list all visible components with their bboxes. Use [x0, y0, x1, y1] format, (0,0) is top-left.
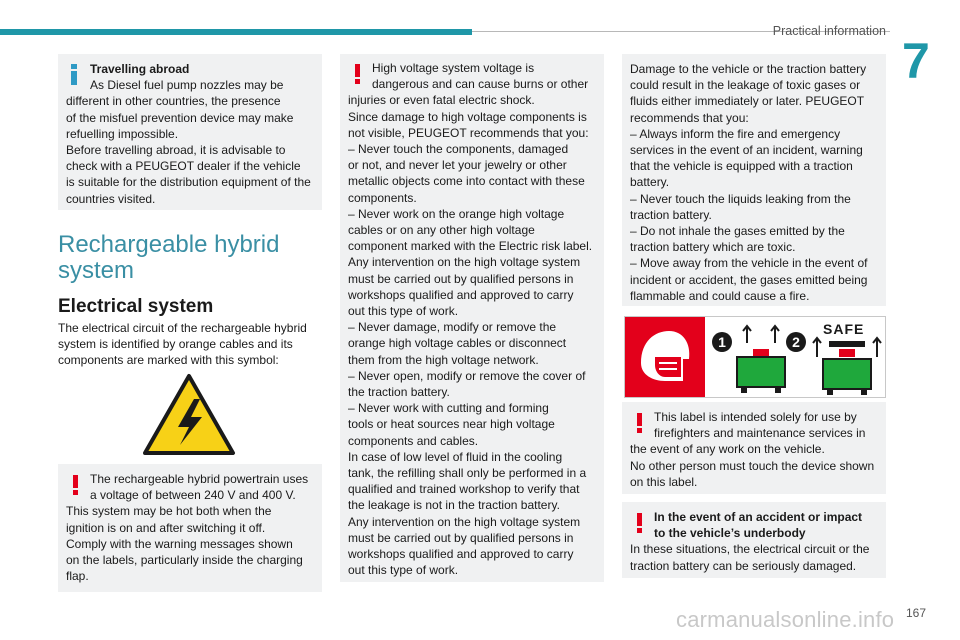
page-number: 167	[906, 606, 927, 620]
info-box-line: different in other countries, the presence	[66, 94, 281, 109]
warning-line: traction battery can be seriously damaged.	[630, 558, 857, 573]
step-one-icon	[711, 331, 733, 353]
warning-icon	[636, 413, 644, 433]
info-line: incident or accident, the gases emitted being	[630, 272, 868, 287]
warning-line: them from the high voltage network.	[348, 352, 539, 367]
warning-box-voltage	[58, 464, 322, 592]
warning-box-accident-impact	[622, 502, 886, 578]
info-box-line: Before travelling abroad, it is advisable to	[66, 143, 286, 158]
warning-line: Since damage to high voltage components is	[348, 109, 587, 124]
warning-line: tools or heat sources near high voltage	[348, 417, 555, 432]
info-icon	[71, 64, 77, 84]
warning-line: metallic objects come into contact with these	[348, 174, 585, 189]
info-box-line: of the misfuel prevention device may make	[66, 110, 294, 125]
info-line: recommends that you:	[630, 110, 749, 125]
watermark: carmanualsonline.info	[676, 607, 895, 632]
warning-line: ignition is on and after switching it off.	[66, 520, 266, 535]
heading-line: system	[58, 257, 135, 284]
high-voltage-warning-icon	[142, 373, 236, 457]
info-line: that the vehicle is equipped with a traction	[630, 159, 853, 174]
heading-line: Rechargeable hybrid	[58, 231, 280, 258]
warning-line: components and cables.	[348, 433, 479, 448]
info-line: traction battery.	[630, 207, 712, 222]
warning-title: In the event of an accident or impact	[654, 510, 863, 524]
warning-icon	[72, 475, 80, 495]
warning-icon	[636, 513, 644, 533]
info-line: services in the event of an incident, warning	[630, 143, 863, 158]
paragraph-line: system is identified by orange cables and its	[58, 337, 293, 352]
warning-line: The rechargeable hybrid powertrain uses	[90, 472, 309, 486]
warning-line: In these situations, the electrical circuit or the	[630, 542, 870, 557]
warning-line: – Never damage, modify or remove the	[348, 320, 557, 335]
warning-line: – Never work on the orange high voltage	[348, 206, 565, 221]
heading-rechargeable-hybrid-system	[58, 232, 279, 284]
warning-line: not visible, PEUGEOT recommends that you:	[348, 125, 589, 140]
warning-line: the traction battery.	[348, 385, 450, 400]
warning-line: must be carried out by qualified persons in	[348, 271, 574, 286]
warning-line: Any intervention on the high voltage system	[348, 255, 581, 270]
paragraph-line: The electrical circuit of the rechargeable hybrid	[58, 321, 307, 335]
warning-line: workshops qualified and approved to carry	[348, 547, 574, 562]
info-line: – Move away from the vehicle in the event of	[630, 256, 868, 271]
chapter-number: 7	[902, 33, 930, 89]
warning-line: flap.	[66, 569, 89, 584]
info-box-line: check with a PEUGEOT dealer if the vehicle	[66, 159, 301, 174]
warning-line: firefighters and maintenance services in	[654, 426, 866, 441]
info-line: – Do not inhale the gases emitted by the	[630, 224, 845, 239]
warning-line: – Never open, modify or remove the cover of	[348, 368, 586, 383]
traction-battery-info-box	[622, 54, 886, 306]
info-line: flammable and could cause a fire.	[630, 288, 810, 303]
warning-line: must be carried out by qualified persons in	[348, 530, 574, 545]
warning-line: out this type of work.	[348, 563, 459, 578]
warning-line: tank, the refilling shall only be performed in a	[348, 466, 587, 481]
safe-label-text: SAFE	[823, 321, 865, 337]
warning-line: qualified and trained workshop to verify that	[348, 482, 580, 497]
warning-line: injuries or even fatal electric shock.	[348, 93, 535, 108]
info-box-line: countries visited.	[66, 191, 156, 206]
warning-title: to the vehicle’s underbody	[654, 526, 806, 541]
warning-line: Any intervention on the high voltage system	[348, 514, 581, 529]
section-title: Practical information	[772, 24, 886, 38]
paragraph-line: components are marked with this symbol:	[58, 353, 279, 368]
firefighter-panel	[625, 317, 705, 397]
info-line: – Never touch the liquids leaking from the	[630, 191, 851, 206]
warning-line: No other person must touch the device shown	[630, 458, 875, 473]
warning-line: out this type of work.	[348, 304, 459, 319]
warning-line: the event of any work on the vehicle.	[630, 442, 825, 457]
info-box-travelling-abroad	[58, 54, 322, 210]
firefighter-safety-label	[624, 316, 886, 398]
info-line: could result in the leakage of toxic gases or	[630, 78, 861, 93]
warning-line: component marked with the Electric risk label.	[348, 239, 593, 254]
info-box-line: is suitable for the distribution equipment of the	[66, 175, 311, 190]
info-line: Damage to the vehicle or the traction battery	[630, 62, 867, 76]
warning-box-label-usage	[622, 402, 886, 494]
header-accent-bar	[0, 29, 472, 35]
firefighter-helmet-icon	[625, 317, 705, 397]
step-one-number: 1	[718, 334, 726, 350]
warning-line: – Never work with cutting and forming	[348, 401, 549, 416]
warning-line: cables or on any other high voltage	[348, 223, 535, 238]
warning-line: workshops qualified and approved to carry	[348, 287, 574, 302]
warning-line: dangerous and can cause burns or other	[372, 77, 589, 92]
warning-line: Comply with the warning messages shown	[66, 536, 293, 551]
info-line: fluids either immediately or later. PEUGEOT	[630, 94, 865, 109]
battery-disconnect-icon	[733, 323, 789, 395]
warning-line: a voltage of between 240 V and 400 V.	[90, 488, 296, 503]
warning-line: components.	[348, 190, 417, 205]
step-two-icon	[785, 331, 807, 353]
info-line: – Always inform the fire and emergency	[630, 126, 841, 141]
info-line: traction battery which are toxic.	[630, 240, 796, 255]
step-two-number: 2	[792, 334, 800, 350]
info-box-title: Travelling abroad	[90, 62, 190, 76]
warning-line: orange high voltage cables or disconnect	[348, 336, 567, 351]
warning-line: on the labels, particularly inside the charging	[66, 553, 303, 568]
heading-electrical-system: Electrical system	[58, 296, 214, 317]
electrical-system-paragraph	[58, 320, 323, 369]
warning-line: on this label.	[630, 474, 698, 489]
battery-safe-icon	[809, 335, 885, 397]
warning-line: This label is intended solely for use by	[654, 410, 857, 424]
warning-line: – Never touch the components, damaged	[348, 142, 569, 157]
warning-line: This system may be hot both when the	[66, 504, 272, 519]
warning-line: or not, and never let your jewelry or other	[348, 158, 567, 173]
warning-line: the leakage is not in the traction battery.	[348, 498, 560, 513]
info-line: battery.	[630, 175, 670, 190]
info-box-line: As Diesel fuel pump nozzles may be	[90, 78, 284, 93]
warning-line: High voltage system voltage is	[372, 61, 535, 75]
warning-icon	[354, 64, 362, 84]
info-box-line: refuelling impossible.	[66, 126, 179, 141]
warning-box-high-voltage	[340, 54, 604, 582]
warning-line: In case of low level of fluid in the cooling	[348, 449, 563, 464]
